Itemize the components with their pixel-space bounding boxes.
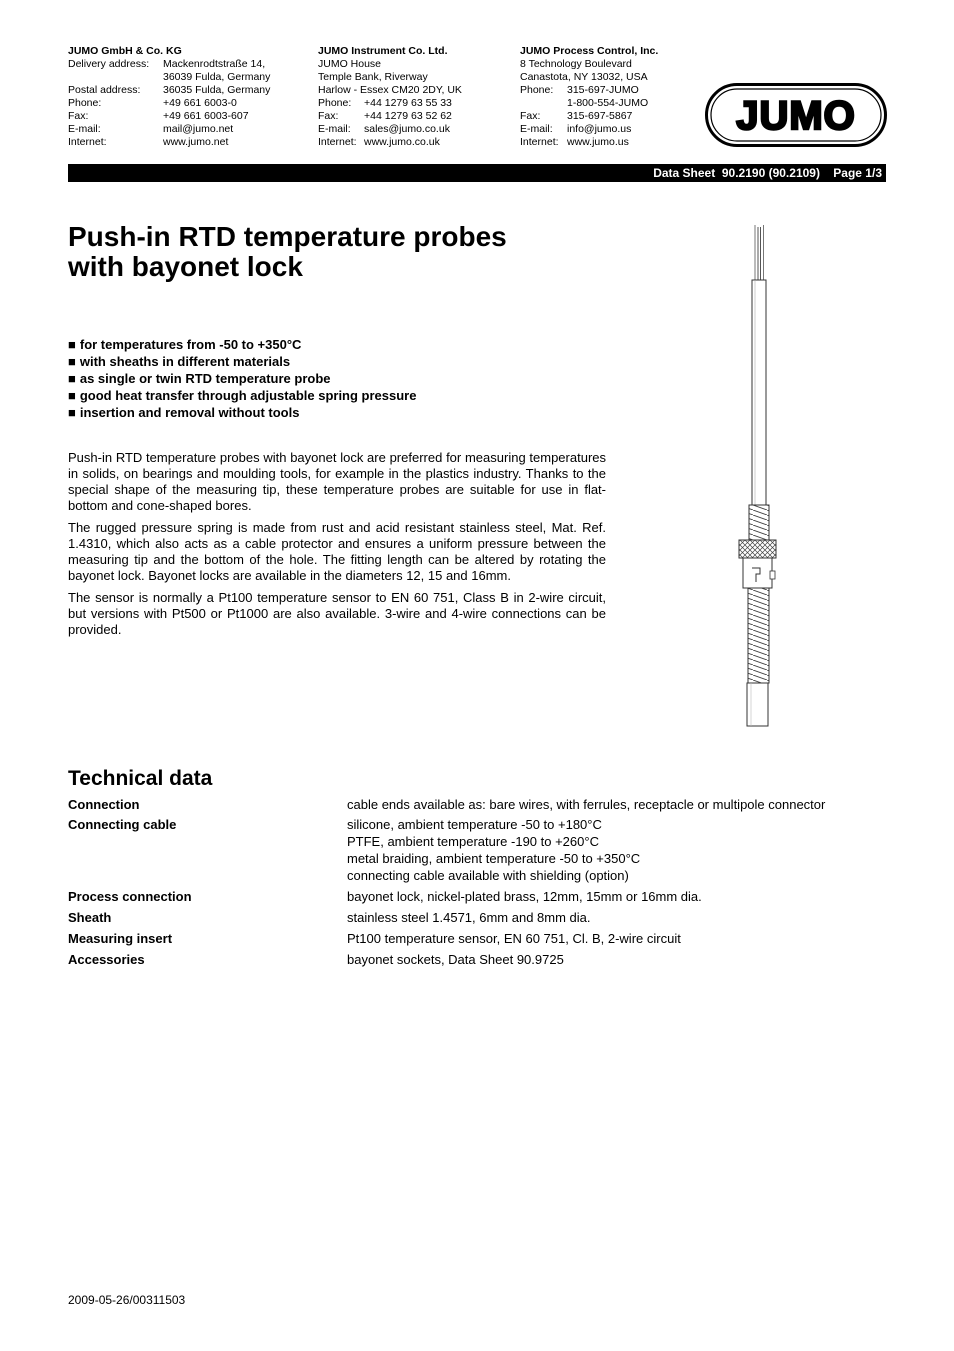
tech-label: Connection	[68, 797, 140, 812]
address-value: www.jumo.co.uk	[364, 136, 440, 148]
address-value: info@jumo.us	[567, 123, 632, 135]
address-label: E-mail:	[520, 123, 553, 135]
description-paragraph: The sensor is normally a Pt100 temperature sensor to EN 60 751, Class B in 2-wire circuit, but versions with Pt500 or Pt1000 are also available. 3-wire and 4-wire connections can be provided.	[68, 590, 606, 637]
address-value: www.jumo.us	[567, 136, 629, 148]
address-line: Temple Bank, Riverway	[318, 71, 428, 83]
section-title: Technical data	[68, 767, 213, 790]
feature-item: ■ with sheaths in different materials	[68, 353, 416, 370]
address-table	[520, 58, 648, 149]
address-value: +44 1279 63 55 33	[364, 97, 452, 109]
address-value: 315-697-JUMO	[567, 84, 639, 96]
address-label: Postal address:	[68, 84, 141, 96]
technical-data-table	[68, 796, 888, 968]
tech-row-accessories	[68, 951, 888, 968]
title-line-2: with bayonet lock	[68, 251, 303, 282]
tech-label: Process connection	[68, 889, 192, 904]
tech-label: Connecting cable	[68, 817, 177, 832]
address-line: Harlow - Essex CM20 2DY, UK	[318, 84, 462, 96]
tech-row-connection	[68, 796, 888, 813]
address-block-usa	[520, 45, 658, 149]
tech-value: bayonet sockets, Data Sheet 90.9725	[347, 952, 564, 967]
logo-text: JUMO	[736, 94, 856, 138]
address-value: 36035 Fulda, Germany	[163, 84, 271, 96]
tech-label: Sheath	[68, 910, 112, 925]
company-name: JUMO Instrument Co. Ltd.	[318, 45, 448, 57]
tech-value: PTFE, ambient temperature -190 to +260°C	[347, 834, 599, 849]
address-table	[68, 58, 270, 149]
probe-illustration	[725, 225, 785, 730]
address-line: Canastota, NY 13032, USA	[520, 71, 648, 83]
address-value: www.jumo.net	[163, 136, 229, 148]
address-label: E-mail:	[68, 123, 101, 135]
company-name: JUMO GmbH & Co. KG	[68, 45, 182, 57]
tech-row-measuring-insert	[68, 930, 888, 947]
address-label: Fax:	[318, 110, 339, 122]
tech-value: metal braiding, ambient temperature -50 to +350°C	[347, 851, 641, 866]
address-label: Phone:	[68, 97, 102, 109]
address-block-uk	[318, 45, 462, 149]
address-label: Internet:	[520, 136, 559, 148]
address-label: Internet:	[68, 136, 107, 148]
datasheet-number: Data Sheet 90.2190 (90.2109) Page 1/3	[653, 166, 882, 180]
address-label	[520, 97, 567, 110]
address-value: +49 661 6003-607	[163, 110, 249, 122]
feature-item: ■ for temperatures from -50 to +350°C	[68, 336, 416, 353]
document-code: 2009-05-26/00311503	[68, 1293, 186, 1307]
feature-item: ■ insertion and removal without tools	[68, 404, 416, 421]
address-table	[318, 58, 462, 149]
tech-label: Accessories	[68, 952, 145, 967]
address-value: 36039 Fulda, Germany	[163, 71, 271, 83]
address-line: 8 Technology Boulevard	[520, 58, 632, 70]
tech-value: silicone, ambient temperature -50 to +180°C	[347, 817, 602, 832]
address-label: Internet:	[318, 136, 357, 148]
address-block-germany	[68, 45, 270, 149]
description	[68, 450, 606, 644]
description-paragraph: Push-in RTD temperature probes with bayonet lock are preferred for measuring temperatures in solids, on bearings and moulding tools, for example in the plastics industry. Thanks to the special shape of the measuring tip, these temperature probes are suitable for use in flat-bottom and cone-shaped bores.	[68, 450, 606, 513]
tech-value: Pt100 temperature sensor, EN 60 751, Cl. B, 2-wire circuit	[347, 931, 681, 946]
tech-row-process-connection	[68, 888, 888, 905]
tech-value: connecting cable available with shielding (option)	[347, 868, 629, 883]
address-value: 315-697-5867	[567, 110, 633, 122]
feature-item: ■ as single or twin RTD temperature probe	[68, 370, 416, 387]
address-value: 1-800-554-JUMO	[567, 97, 649, 109]
address-label: Fax:	[520, 110, 541, 122]
feature-list	[68, 336, 416, 421]
address-label: Phone:	[520, 84, 554, 96]
address-value: mail@jumo.net	[163, 123, 234, 135]
address-label: Phone:	[318, 97, 352, 109]
title-line-1: Push-in RTD temperature probes	[68, 221, 507, 252]
feature-item: ■ good heat transfer through adjustable spring pressure	[68, 387, 416, 404]
address-value: Mackenrodtstraße 14,	[163, 58, 266, 70]
tech-value: cable ends available as: bare wires, with ferrules, receptacle or multipole connector	[347, 797, 826, 812]
address-label: Fax:	[68, 110, 89, 122]
description-paragraph: The rugged pressure spring is made from rust and acid resistant stainless steel, Mat. Ref. 1.4310, which also acts as a cable protector and ensures a uniform pressure between the measuring tip and the bottom of the hole. The fitting length can be altered by rotating the bayonet lock. Bayonet locks are available in the diameters 12, 15 and 16mm.	[68, 520, 606, 583]
address-label: Delivery address:	[68, 58, 150, 70]
tech-value: stainless steel 1.4571, 6mm and 8mm dia.	[347, 910, 591, 925]
jumo-logo-icon	[705, 83, 887, 147]
technical-data-heading	[68, 767, 212, 791]
tech-row-connecting-cable	[68, 816, 888, 884]
address-value: +44 1279 63 52 62	[364, 110, 452, 122]
datasheet-bar	[68, 164, 886, 182]
tech-value: bayonet lock, nickel-plated brass, 12mm, 15mm or 16mm dia.	[347, 889, 702, 904]
probe-drawing-icon	[725, 225, 785, 730]
address-value: sales@jumo.co.uk	[364, 123, 450, 135]
address-value: +49 661 6003-0	[163, 97, 237, 109]
page-title	[68, 222, 507, 282]
address-label: E-mail:	[318, 123, 351, 135]
tech-label: Measuring insert	[68, 931, 173, 946]
company-name: JUMO Process Control, Inc.	[520, 45, 659, 57]
jumo-logo	[705, 83, 887, 147]
tech-row-sheath	[68, 909, 888, 926]
address-label	[68, 71, 163, 84]
address-line: JUMO House	[318, 58, 382, 70]
